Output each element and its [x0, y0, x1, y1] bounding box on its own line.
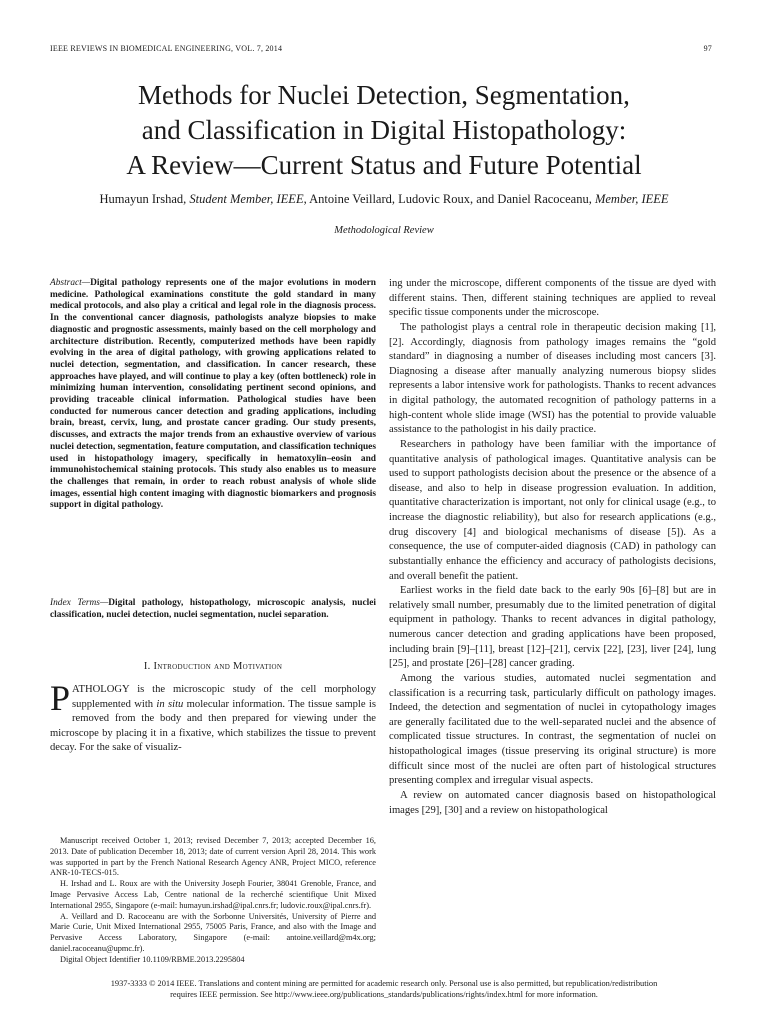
page-number: 97	[703, 44, 712, 53]
title-line-3: A Review—Current Status and Future Potential	[126, 150, 642, 180]
copyright-line-1: 1937-3333 © 2014 IEEE. Translations and content mining are permitted for academic research only. Personal use is also permitted, but republication/redistribution	[110, 979, 658, 988]
footnote-manuscript: Manuscript received October 1, 2013; revised December 7, 2013; accepted December 16, 2013. Date of publication December 18, 2013; date of current version April 28, 2014. This work was supported in part by the French National Research Agency ANR, Project MICO, reference ANR-10-TECS-015.	[50, 836, 376, 878]
title-line-1: Methods for Nuclei Detection, Segmentation,	[138, 80, 630, 110]
other-authors: , Antoine Veillard, Ludovic Roux, and Daniel Racoceanu,	[303, 192, 592, 206]
intro-text-emphasis: in situ	[156, 698, 184, 710]
right-paragraph-0: ing under the microscope, different components of the tissue are dyed with different stains. Then, different staining techniques are applied to reveal specific tissue components under the microscope.	[389, 278, 716, 319]
right-paragraph-3: Earliest works in the field date back to the early 90s [6]–[8] but are in relatively small number, presumably due to the limited penetration of digital equipment in pathology. Thanks to recent advances in digital pathology, numerous cancer detection and grading applications have been proposed, including brain [9]–[11], breast [12]–[21], cervix [22], [23], liver [24], lung [25], and prostate [26]–[28] cancer grading.	[389, 585, 716, 670]
footnote-affiliation-1: H. Irshad and L. Roux are with the University Joseph Fourier, 38041 Grenoble, France, and Image Pervasive Access Lab, Centre national de la recherché scientifique Unit Mixed International 2955, Singapore (e-mail: humayun.irshad@ipal.cnrs.fr; ludovic.roux@ipal.cnrs.fr).	[50, 879, 376, 910]
copyright-line-2: requires IEEE permission. See http://www.ieee.org/publications_standards/publications/rights/index.html for more information.	[170, 990, 598, 999]
author-1: Humayun Irshad,	[99, 192, 187, 206]
index-terms-text: Digital pathology, histopathology, microscopic analysis, nuclei classification, nuclei detection, nuclei segmentation, nuclei separation.	[50, 598, 376, 620]
running-header	[50, 44, 712, 53]
journal-name: IEEE REVIEWS IN BIOMEDICAL ENGINEERING, VOL. 7, 2014	[50, 44, 283, 53]
footnotes	[50, 836, 376, 966]
right-paragraph-1: The pathologist plays a central role in therapeutic decision making [1], [2]. Accordingly, diagnosis from pathology images remains the “gold standard” in diagnosing a number of diseases including most cancers [3]. Diagnosing a disease after manually analyzing numerous biopsy slides represents a labor intensive work for pathologists. Thanks to recent advances in digital pathology, the automated recognition of pathology patterns in a high-content whole slide image (WSI) has the potential to provide valuable assistance to the pathologist in his daily practice.	[389, 321, 716, 436]
author-1-membership: Student Member, IEEE	[189, 192, 304, 206]
footnote-doi: Digital Object Identifier 10.1109/RBME.2013.2295804	[60, 954, 245, 964]
drop-cap: P	[50, 678, 71, 718]
intro-text-b: molecular information. The tissue sample is removed from the body and then prepared for viewing under the microscope by placing it in a fixative, which stabilizes the tissue to prevent decay. For the sake of visualiz-	[50, 698, 376, 754]
abstract	[50, 278, 376, 512]
abstract-text: Digital pathology represents one of the major evolutions in modern medicine. Pathological examinations constitute the gold standard in many medical protocols, and also play a critical and legal role in the diagnosis process. In the conventional cancer diagnosis, pathologists analyze biopsies to make diagnostic and prognostic assessments, mainly based on the cell morphology and architecture distribution. Recently, computerized methods have been rapidly evolving in the area of digital pathology, with growing applications related to nuclei detection, segmentation, and classification. In cancer research, these approaches have played, and will continue to play a key (often bottleneck) role in minimizing human intervention, consolidating pertinent second opinions, and providing traceable clinical information. Pathological studies have been conducted for numerous cancer detection and grading applications, including brain, breast, cervix, lung, and prostate cancer grading. Our study presents, discusses, and extracts the major trends from an exhaustive overview of various nuclei detection, segmentation, feature computation, and classification techniques used in histopathology imagery, specifically in hematoxylin–eosin and immunohistochemical staining protocols. This study also enables us to measure the challenges that remain, in order to reach robust analysis of whole slide images, essential high content imaging with diagnostic biomarkers and prognosis support in digital pathology.	[50, 278, 376, 511]
author-list	[40, 192, 728, 207]
article-category: Methodological Review	[334, 225, 434, 236]
right-column	[389, 277, 716, 818]
intro-paragraph	[50, 678, 376, 756]
abstract-lead: Abstract—	[50, 278, 91, 288]
footnote-affiliation-2: A. Veillard and D. Racoceanu are with the Sorbonne Universités, University of Pierre and Marie Curie, Unit Mixed International 2955, 75005 Paris, France, and also with the Image and Pervasive Access Laboratory, Singapore (e-mail: antoine.veillard@m4x.org; daniel.racoceanu@upmc.fr).	[50, 911, 376, 953]
right-paragraph-2: Researchers in pathology have been familiar with the importance of quantitative analysis of pathological images. Quantitative analysis can be used to support pathologists decision about the presence or the absence of a disease, and also to help in disease progression evaluation. In addition, quantitative characterization is important, not only for clinical usage (e.g., to increase the diagnostic reliability), but also for research applications (e.g., drug discovery [4] and biological mechanisms of disease [5]). As a consequence, the use of computer-aided diagnosis (CAD) in pathology can substantially enhance the efficiency and accuracy of pathologists decisions, and overall benefit the patient.	[389, 438, 716, 582]
right-paragraph-5: A review on automated cancer diagnosis based on histopathological images [29], [30] and a review on histopathological	[389, 789, 716, 816]
index-terms-lead: Index Terms—	[50, 598, 109, 608]
index-terms	[50, 598, 376, 621]
intro-text-a: ATHOLOGY is the microscopic study of the cell morphology supplemented with	[72, 684, 376, 710]
copyright-notice	[40, 978, 728, 1000]
section-heading: I. Introduction and Motivation	[143, 661, 283, 672]
paper-title	[40, 78, 728, 183]
right-paragraph-4: Among the various studies, automated nuclei segmentation and classification is a recurring task, particularly difficult on pathology images. Indeed, the detection and segmentation of nuclei in cytopathology images are generally facilitated due to the well-separated nuclei and the absence of complicated tissue structures. In contrast, the segmentation of nuclei on histopathological images (tissue preserving its original structure) is more difficult since most of the nuclei are often part of histological structures presenting complex and irregular visual aspects.	[389, 672, 716, 787]
title-line-2: and Classification in Digital Histopathology:	[141, 115, 627, 145]
last-author-membership: Member, IEEE	[594, 192, 669, 206]
